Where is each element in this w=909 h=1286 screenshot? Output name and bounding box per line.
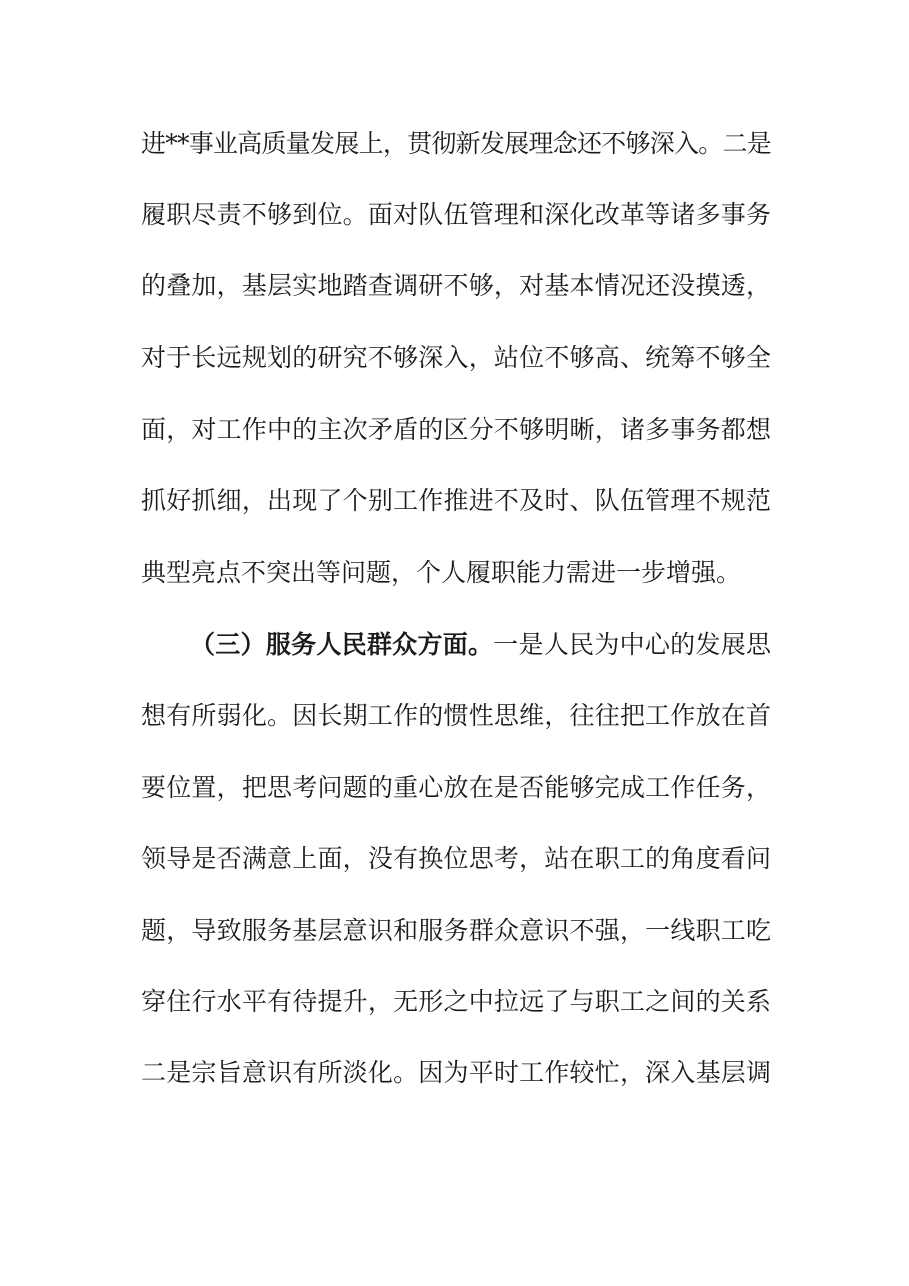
paragraph-line: 的叠加，基层实地踏查调研不够，对基本情况还没摸透， <box>141 271 771 300</box>
paragraph-line: 想有所弱化。因长期工作的惯性思维，往往把工作放在首 <box>141 701 771 730</box>
paragraph-line: 抓好抓细，出现了个别工作推进不及时、队伍管理不规范 <box>141 486 771 515</box>
paragraph-line: 典型亮点不突出等问题，个人履职能力需进一步增强。 <box>141 558 742 587</box>
paragraph-line: 穿住行水平有待提升，无形之中拉远了与职工之间的关系 <box>141 987 771 1016</box>
paragraph-line: 进**事业高质量发展上，贯彻新发展理念还不够深入。二是 <box>141 129 771 158</box>
paragraph-line: 要位置，把思考问题的重心放在是否能够完成工作任务， <box>141 773 771 802</box>
section-heading-line <box>190 625 771 665</box>
paragraph-line: 履职尽责不够到位。面对队伍管理和深化改革等诸多事务 <box>141 200 771 229</box>
section-heading: （三）服务人民群众方面。 <box>190 630 494 659</box>
paragraph-line: 对于长远规划的研究不够深入，站位不够高、统筹不够全 <box>141 343 771 372</box>
paragraph-line: 题，导致服务基层意识和服务群众意识不强，一线职工吃 <box>141 916 771 945</box>
paragraph-line: 领导是否满意上面，没有换位思考，站在职工的角度看问 <box>141 844 771 873</box>
paragraph-line: 二是宗旨意识有所淡化。因为平时工作较忙，深入基层调 <box>141 1058 771 1087</box>
paragraph-line: 面，对工作中的主次矛盾的区分不够明晰，诸多事务都想 <box>141 415 771 444</box>
paragraph-line-rest: 一是人民为中心的发展思 <box>493 630 771 659</box>
